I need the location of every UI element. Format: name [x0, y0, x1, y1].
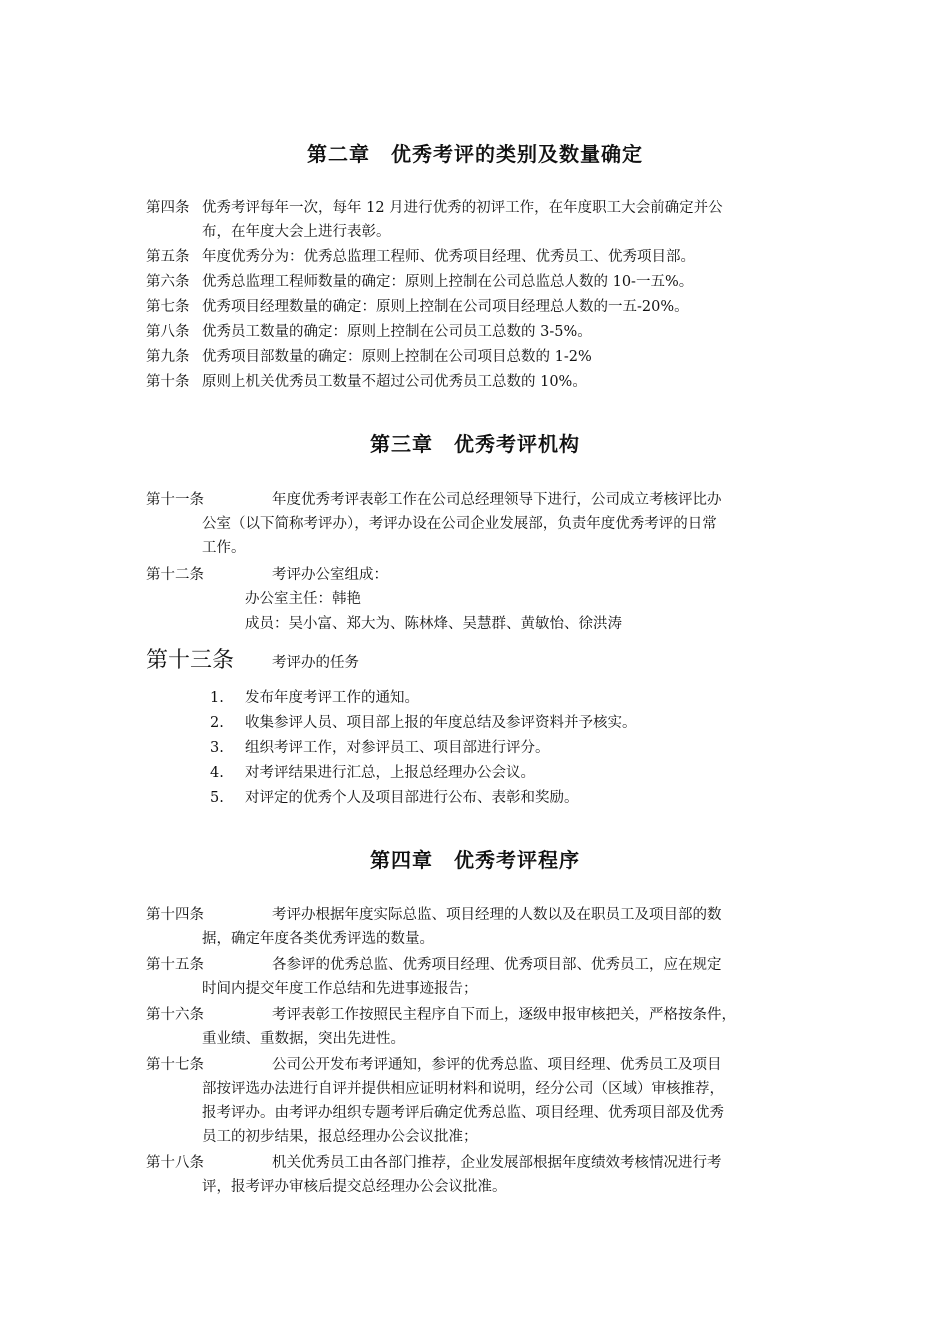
article-18-text: 机关优秀员工由各部门推荐，企业发展部根据年度绩效考核情况进行考	[272, 1155, 722, 1171]
article-5-label: 第五条	[146, 249, 190, 265]
article-12-text: 考评办公室组成：	[272, 567, 388, 583]
article-4-label: 第四条	[146, 200, 190, 216]
task-number: 4.	[210, 765, 224, 781]
article-14-text-cont: 据，确定年度各类优秀评选的数量。	[202, 931, 434, 947]
article-17-text-cont-3: 员工的初步结果，报总经理办公会议批准；	[202, 1129, 478, 1145]
article-4-text: 优秀考评每年一次，每年 12 月进行优秀的初评工作，在年度职工大会前确定并公	[202, 200, 723, 216]
task-text: 发布年度考评工作的通知。	[245, 690, 419, 706]
task-number: 2.	[210, 715, 224, 731]
task-text: 对评定的优秀个人及项目部进行公布、表彰和奖励。	[245, 790, 579, 806]
article-10-text: 原则上机关优秀员工数量不超过公司优秀员工总数的 10%。	[202, 374, 587, 390]
article-12-label: 第十二条	[146, 567, 204, 583]
office-members: 成员：吴小富、郑大为、陈林烽、吴慧群、黄敏怡、徐洪涛	[245, 616, 622, 632]
article-15-text: 各参评的优秀总监、优秀项目经理、优秀项目部、优秀员工，应在规定	[272, 957, 722, 973]
article-7-text: 优秀项目经理数量的确定：原则上控制在公司项目经理总人数的一五-20%。	[202, 299, 689, 315]
article-17-text-cont-2: 报考评办。由考评办组织专题考评后确定优秀总监、项目经理、优秀项目部及优秀	[202, 1105, 724, 1121]
article-17-label: 第十七条	[146, 1057, 204, 1073]
article-9-text: 优秀项目部数量的确定：原则上控制在公司项目总数的 1-2%	[202, 349, 592, 365]
article-15-label: 第十五条	[146, 957, 204, 973]
chapter-4-title: 第四章 优秀考评程序	[370, 848, 580, 872]
task-number: 5.	[210, 790, 224, 806]
article-5-text: 年度优秀分为：优秀总监理工程师、优秀项目经理、优秀员工、优秀项目部。	[202, 249, 695, 265]
article-14-text: 考评办根据年度实际总监、项目经理的人数以及在职员工及项目部的数	[272, 907, 722, 923]
article-16-text-cont: 重业绩、重数据，突出先进性。	[202, 1031, 405, 1047]
article-15-text-cont: 时间内提交年度工作总结和先进事迹报告；	[202, 981, 478, 997]
article-11-text: 年度优秀考评表彰工作在公司总经理领导下进行，公司成立考核评比办	[272, 492, 722, 508]
article-8-text: 优秀员工数量的确定：原则上控制在公司员工总数的 3-5%。	[202, 324, 592, 340]
article-9-label: 第九条	[146, 349, 190, 365]
task-number: 1.	[210, 690, 224, 706]
article-7-label: 第七条	[146, 299, 190, 315]
article-11-text-cont-2: 工作。	[202, 540, 246, 556]
task-text: 组织考评工作，对参评员工、项目部进行评分。	[245, 740, 550, 756]
article-16-label: 第十六条	[146, 1007, 204, 1023]
article-6-text: 优秀总监理工程师数量的确定：原则上控制在公司总监总人数的 10-一五%。	[202, 274, 694, 290]
article-14-label: 第十四条	[146, 907, 204, 923]
office-director: 办公室主任：韩艳	[245, 591, 361, 607]
article-17-text: 公司公开发布考评通知，参评的优秀总监、项目经理、优秀员工及项目	[272, 1057, 722, 1073]
chapter-3-title: 第三章 优秀考评机构	[370, 432, 580, 456]
article-18-label: 第十八条	[146, 1155, 204, 1171]
article-10-label: 第十条	[146, 374, 190, 390]
article-18-text-cont: 评，报考评办审核后提交总经理办公会议批准。	[202, 1179, 507, 1195]
article-13-text: 考评办的任务	[272, 655, 359, 671]
task-number: 3.	[210, 740, 224, 756]
task-text: 对考评结果进行汇总，上报总经理办公会议。	[245, 765, 535, 781]
article-17-text-cont: 部按评选办法进行自评并提供相应证明材料和说明，经分公司（区域）审核推荐，	[202, 1081, 724, 1097]
article-16-text: 考评表彰工作按照民主程序自下而上，逐级申报审核把关，严格按条件，	[272, 1007, 736, 1023]
article-11-text-cont: 公室（以下简称考评办），考评办设在公司企业发展部，负责年度优秀考评的日常	[202, 516, 717, 532]
chapter-2-title: 第二章 优秀考评的类别及数量确定	[307, 142, 643, 166]
article-11-label: 第十一条	[146, 492, 204, 508]
article-6-label: 第六条	[146, 274, 190, 290]
article-13-label: 第十三条	[146, 648, 235, 673]
article-8-label: 第八条	[146, 324, 190, 340]
article-4-text-cont: 布，在年度大会上进行表彰。	[202, 224, 391, 240]
task-text: 收集参评人员、项目部上报的年度总结及参评资料并予核实。	[245, 715, 637, 731]
